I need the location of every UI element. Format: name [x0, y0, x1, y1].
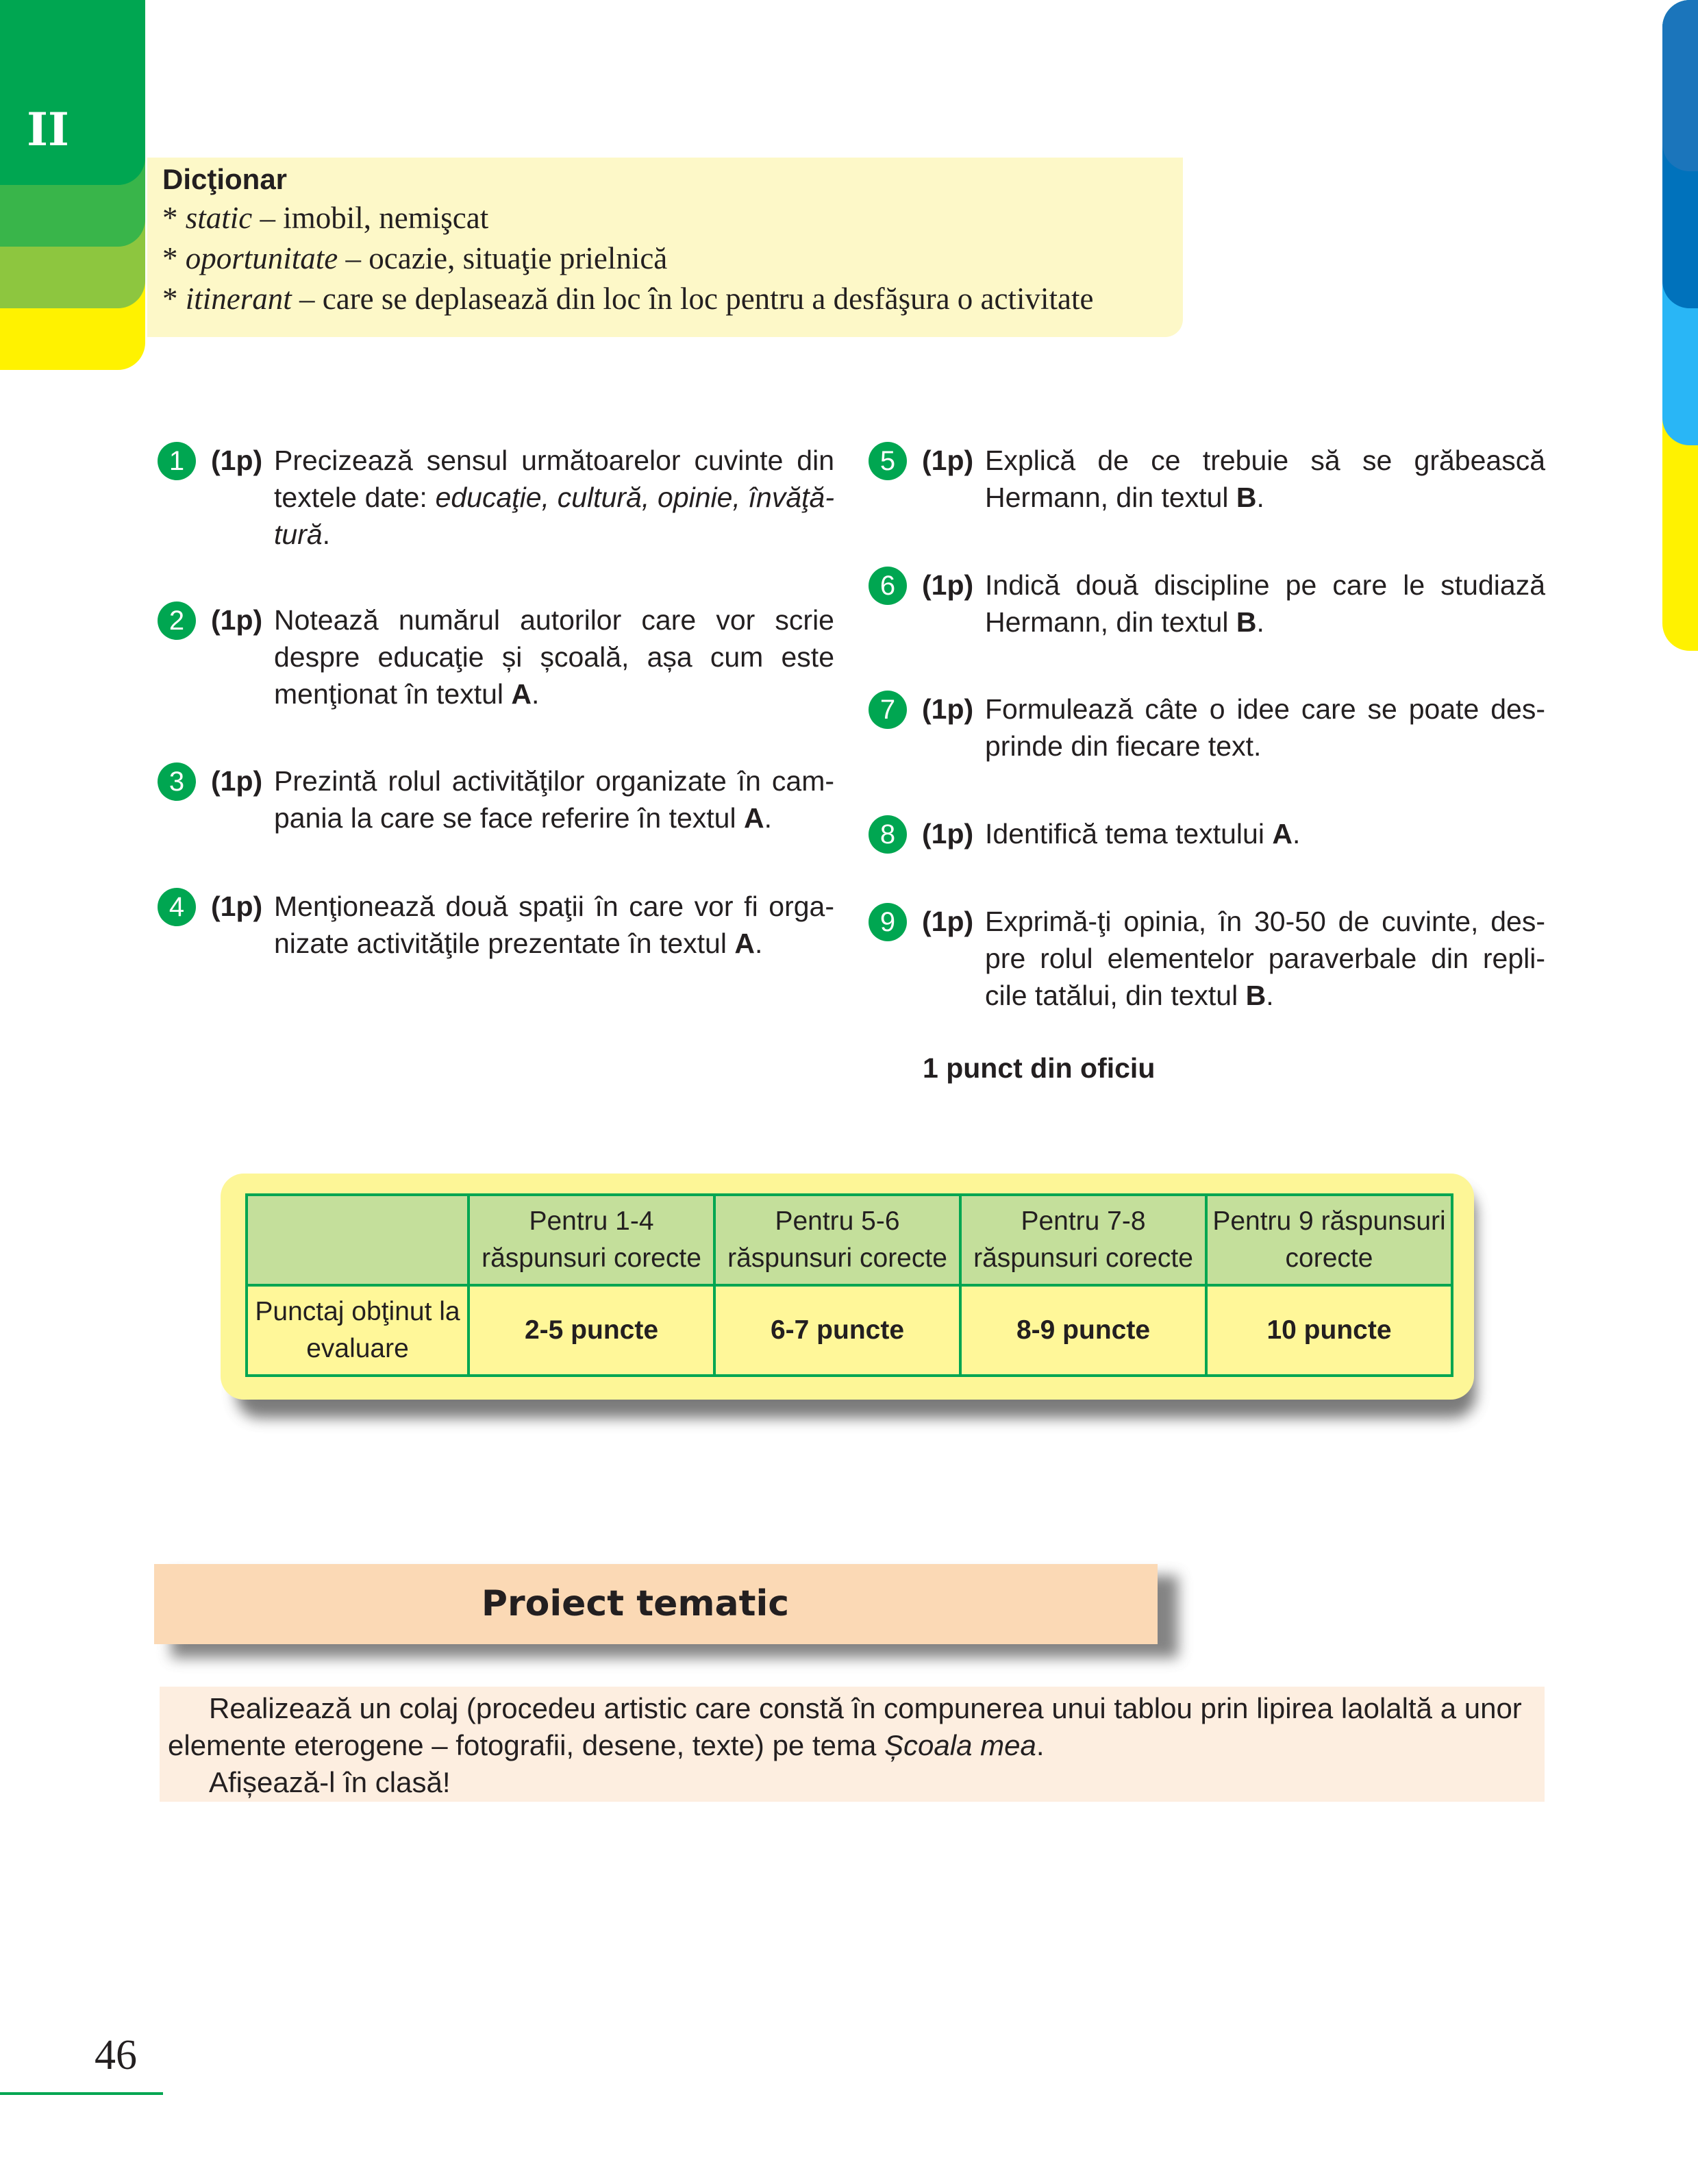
question-points: (1p) — [922, 569, 974, 601]
project-title: Proiect tematic — [481, 1583, 790, 1624]
question-points: (1p) — [922, 818, 974, 849]
table-header-row — [247, 1195, 1452, 1285]
question-text: Notează numărul autorilor care vor scrie despre educaţie și școală, așa cum este menţionat în textul A. — [274, 604, 834, 710]
table-row-label: Punctaj obţinut la evaluare — [247, 1285, 469, 1376]
project-text-box — [160, 1687, 1545, 1802]
question-text: Formulează câte o idee care se poate desprinde din fiecare text. — [985, 693, 1545, 762]
table-cell: 2-5 puncte — [469, 1285, 714, 1376]
question-points: (1p) — [922, 906, 974, 937]
table-corner-cell — [247, 1195, 469, 1285]
question-number-badge: 6 — [869, 567, 907, 605]
table-header-cell: Pentru 5-6 răspunsuri corecte — [714, 1195, 960, 1285]
question-points: (1p) — [211, 765, 263, 797]
score-table — [245, 1193, 1453, 1377]
bonus-point: 1 punct din oficiu — [923, 1052, 1156, 1084]
question-text: Prezintă rolul activităţilor organizate în campania la care se face referire în textul A. — [274, 765, 834, 834]
question-number-badge: 5 — [869, 442, 907, 480]
dictionary-box — [147, 158, 1183, 337]
question-text: Exprimă-ţi opinia, în 30-50 de cuvinte, despre rolul elementelor paraverbale din replicile tatălui, din textul B. — [985, 906, 1545, 1011]
dictionary-entry: * oportunitate – ocazie, situaţie prielnică — [162, 241, 668, 275]
question-text: Precizează sensul următoarelor cuvinte din textele date: educaţie, cultură, opinie, învăţătură. — [274, 445, 834, 550]
question-points: (1p) — [922, 693, 974, 725]
table-cell: 8-9 puncte — [960, 1285, 1206, 1376]
question-number-badge: 9 — [869, 903, 907, 941]
question-number-badge: 8 — [869, 815, 907, 854]
question-text: Explică de ce trebuie să se grăbească Hermann, din textul B. — [985, 445, 1545, 513]
project-text-line: Realizează un colaj (procedeu artistic care constă în compunerea unui tablou prin lipirea laolaltă a unor — [209, 1692, 1522, 1724]
question-number-badge: 4 — [158, 888, 196, 926]
question-number-badge: 3 — [158, 762, 196, 801]
page-number-rule — [0, 2092, 163, 2095]
project-text-line: Afișează-l în clasă! — [209, 1766, 451, 1798]
question-number-badge: 2 — [158, 601, 196, 640]
table-header-cell: Pentru 1-4 răspunsuri corecte — [469, 1195, 714, 1285]
table-row — [247, 1285, 1452, 1376]
table-cell: 10 puncte — [1206, 1285, 1452, 1376]
chapter-number: II — [27, 103, 69, 156]
question-points: (1p) — [922, 445, 974, 476]
dictionary-entry: * static – imobil, nemişcat — [162, 201, 489, 235]
table-header-cell: Pentru 9 răspunsuri corecte — [1206, 1195, 1452, 1285]
table-cell: 6-7 puncte — [714, 1285, 960, 1376]
chapter-tab-darkgreen — [0, 0, 145, 185]
dictionary-entry: * itinerant – care se deplasează din loc în loc pentru a desfăşura o activitate — [162, 282, 1094, 316]
question-text: Identifică tema textului A. — [985, 818, 1301, 849]
dictionary-title: Dicţionar — [162, 163, 288, 195]
question-text: Menţionează două spaţii în care vor fi organizate activităţile prezentate în textul A. — [274, 891, 834, 959]
question-points: (1p) — [211, 445, 263, 476]
project-header — [154, 1564, 1158, 1644]
page-number: 46 — [95, 2032, 137, 2078]
table-header-cell: Pentru 7-8 răspunsuri corecte — [960, 1195, 1206, 1285]
project-text-line: elemente eterogene – fotografii, desene, texte) pe tema Școala mea. — [168, 1729, 1045, 1761]
question-points: (1p) — [211, 891, 263, 922]
edge-tab-darkblue — [1662, 0, 1698, 171]
question-text: Indică două discipline pe care le studiază Hermann, din textul B. — [985, 569, 1545, 638]
question-number-badge: 7 — [869, 691, 907, 729]
question-number-badge: 1 — [158, 442, 196, 480]
question-points: (1p) — [211, 604, 263, 636]
